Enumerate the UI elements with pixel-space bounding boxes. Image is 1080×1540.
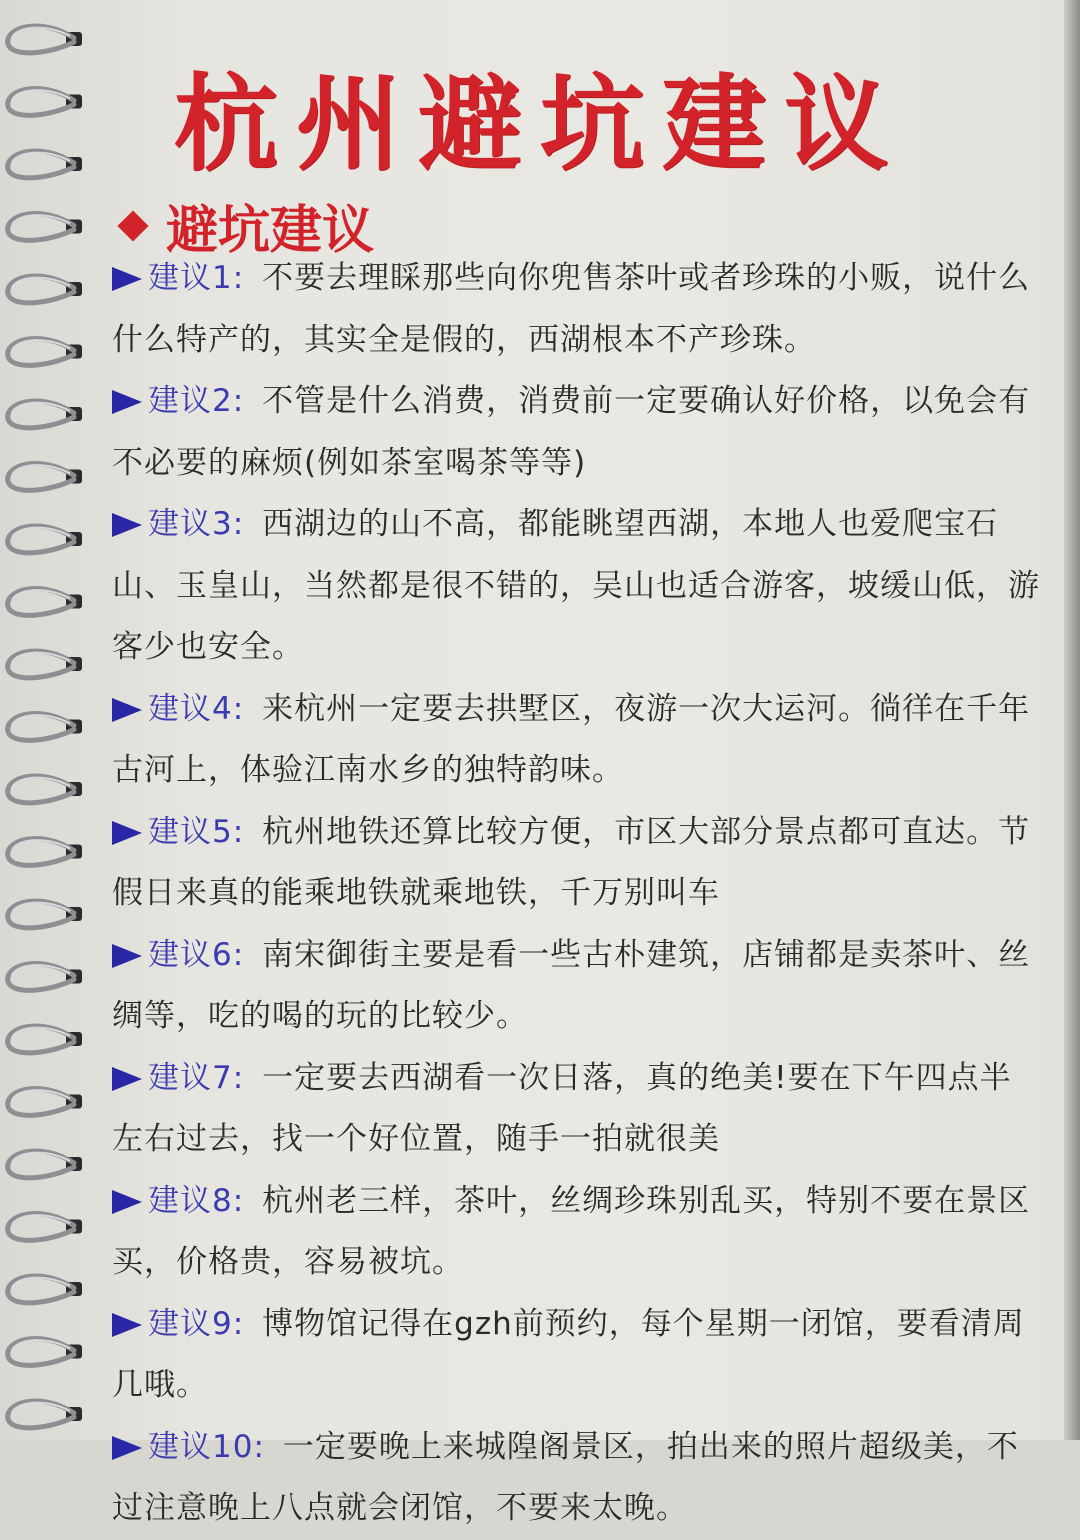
arrow-icon xyxy=(112,390,142,414)
binding-ring xyxy=(8,963,74,990)
tip-item xyxy=(112,1294,1042,1417)
tip-text: 杭州地铁还算比较方便，市区大部分景点都可直达。节假日来真的能乘地铁就乘地铁，千万别叫车 xyxy=(112,813,1031,911)
tip-item xyxy=(112,1048,1042,1171)
tip-text: 一定要去西湖看一次日落，真的绝美!要在下午四点半左右过去，找一个好位置，随手一拍就很美 xyxy=(112,1059,1012,1157)
binding-ring xyxy=(8,338,74,365)
tip-text: 博物馆记得在gzh前预约，每个星期一闭馆，要看清周几哦。 xyxy=(112,1305,1025,1403)
binding-ring xyxy=(8,588,74,615)
tip-text: 南宋御街主要是看一些古朴建筑，店铺都是卖茶叶、丝绸等，吃的喝的玩的比较少。 xyxy=(112,936,1031,1034)
tip-text: 一定要晚上来城隍阁景区，拍出来的照片超级美，不过注意晚上八点就会闭馆，不要来太晚。 xyxy=(112,1428,1019,1526)
binding-ring xyxy=(8,276,74,303)
tip-label: 建议7: xyxy=(148,1059,245,1096)
arrow-icon xyxy=(112,821,142,845)
tip-item xyxy=(112,371,1042,494)
tip-label: 建议3: xyxy=(148,506,245,542)
tip-item xyxy=(112,925,1042,1048)
binding-ring xyxy=(8,838,74,865)
diamond-icon xyxy=(117,210,148,241)
binding-ring xyxy=(8,651,74,678)
spiral-binding xyxy=(0,0,100,1440)
tip-label: 建议4: xyxy=(148,690,245,727)
tip-label: 建议2: xyxy=(148,383,245,419)
binding-ring xyxy=(8,776,74,803)
binding-ring xyxy=(8,526,74,553)
binding-ring xyxy=(8,1026,74,1053)
tips-list xyxy=(112,248,1042,1540)
binding-ring xyxy=(8,463,74,490)
tip-item xyxy=(112,1171,1042,1294)
arrow-icon xyxy=(112,267,142,291)
arrow-icon xyxy=(112,1190,142,1214)
tip-item xyxy=(112,802,1042,925)
section-title: 避坑建议 xyxy=(166,200,375,261)
tip-item xyxy=(112,1417,1042,1540)
tip-item xyxy=(112,248,1042,371)
tip-label: 建议10: xyxy=(148,1428,265,1465)
tip-label: 建议5: xyxy=(148,813,245,850)
arrow-icon xyxy=(112,698,142,722)
tip-label: 建议9: xyxy=(148,1305,245,1342)
tip-label: 建议6: xyxy=(148,936,245,973)
tip-item xyxy=(112,679,1042,802)
binding-ring xyxy=(8,713,74,740)
tip-item xyxy=(112,494,1042,679)
binding-ring xyxy=(8,1088,74,1115)
binding-ring xyxy=(8,901,74,928)
tip-label: 建议8: xyxy=(148,1182,245,1219)
binding-ring xyxy=(8,1276,74,1303)
binding-ring xyxy=(8,1338,74,1365)
tip-text: 杭州老三样，茶叶，丝绸珍珠别乱买，特别不要在景区买，价格贵，容易被坑。 xyxy=(112,1182,1031,1280)
arrow-icon xyxy=(112,1067,142,1091)
tip-text: 不管是什么消费，消费前一定要确认好价格，以免会有不必要的麻烦(例如茶室喝茶等等) xyxy=(112,383,1031,481)
tip-text: 西湖边的山不高，都能眺望西湖，本地人也爱爬宝石山、玉皇山，当然都是很不错的，吴山也适合游客，坡缓山低，游客少也安全。 xyxy=(112,506,1040,665)
arrow-icon xyxy=(112,1313,142,1337)
page-edge xyxy=(1064,0,1080,1440)
arrow-icon xyxy=(112,1436,142,1460)
tip-text: 不要去理睬那些向你兜售茶叶或者珍珠的小贩，说什么什么特产的，其实全是假的，西湖根本不产珍珠。 xyxy=(112,260,1031,358)
binding-ring xyxy=(8,1151,74,1178)
tip-label: 建议1: xyxy=(148,260,245,296)
binding-ring xyxy=(8,213,74,240)
binding-ring xyxy=(8,1213,74,1240)
binding-ring xyxy=(8,1401,74,1428)
page-title: 杭州避坑建议 xyxy=(173,62,906,185)
arrow-icon xyxy=(112,944,142,968)
arrow-icon xyxy=(112,513,142,537)
tip-text: 来杭州一定要去拱墅区，夜游一次大运河。徜徉在千年古河上，体验江南水乡的独特韵味。 xyxy=(112,690,1031,788)
binding-ring xyxy=(8,401,74,428)
